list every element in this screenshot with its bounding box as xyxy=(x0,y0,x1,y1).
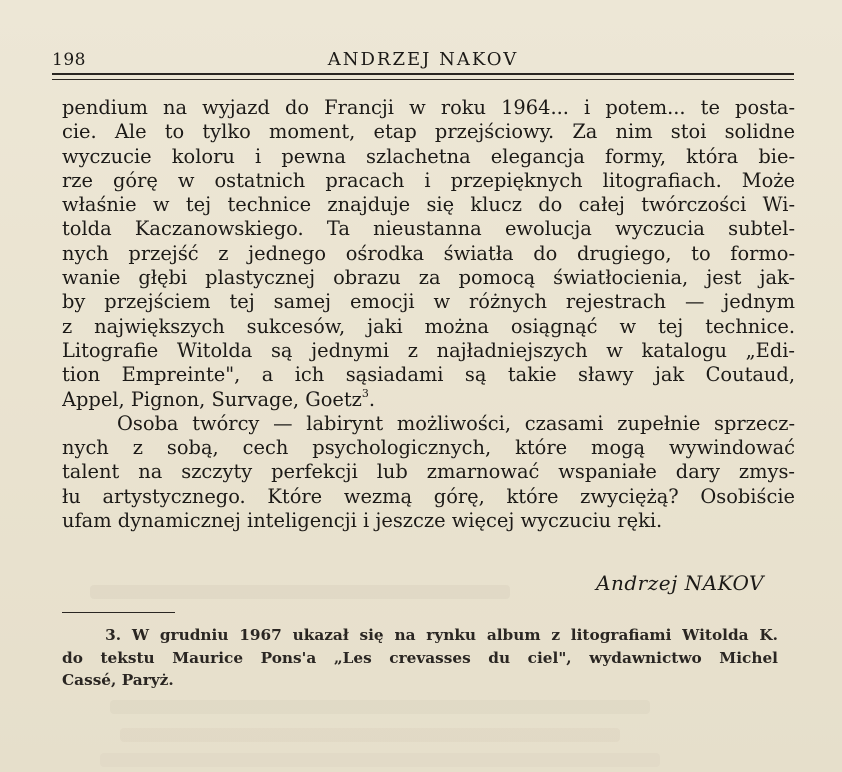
text-line: z największych sukcesów, jaki można osiągnąć w tej technice. xyxy=(62,314,795,338)
text-line: łu artystycznego. Które wezmą górę, które zwyciężą? Osobiście xyxy=(62,484,795,508)
sentence-period: . xyxy=(368,387,376,411)
text-line: by przejściem tej samej emocji w różnych rejestrach — jednym xyxy=(62,290,795,314)
text-line: wanie głębi plastycznej obrazu za pomocą światłocienia, jest jak- xyxy=(62,266,795,290)
author-signature: Andrzej NAKOV xyxy=(596,571,764,595)
text-line: rze górę w ostatnich pracach i przepięknych litografiach. Może xyxy=(62,168,795,192)
bleed-through-text xyxy=(110,700,650,714)
page-number: 198 xyxy=(52,50,86,70)
running-head: ANDRZEJ NAKOV xyxy=(327,49,519,70)
text-line: wyczucie koloru i pewna szlachetna elegancja formy, która bie- xyxy=(62,144,795,168)
footnote xyxy=(62,624,778,692)
bleed-through-text xyxy=(90,585,510,599)
text-line: talent na szczyty perfekcji lub zmarnować wspaniałe dary zmys- xyxy=(62,460,795,484)
text-line: nych z sobą, cech psychologicznych, które mogą wywindować xyxy=(62,436,795,460)
page-header xyxy=(52,46,794,72)
footnote-rule xyxy=(62,612,175,613)
footnote-line: 3. W grudniu 1967 ukazał się na rynku album z litografiami Witolda K. xyxy=(62,626,778,644)
header-rule xyxy=(52,79,794,80)
footnote-line: do tekstu Maurice Pons'a „Les crevasses du ciel", wydawnictwo Michel xyxy=(62,648,778,667)
text-line: nych przejść z jednego ośrodka światła do drugiego, to formo- xyxy=(62,241,795,265)
text-line: ufam dynamicznej inteligencji i jeszcze więcej wyczuciu ręki. xyxy=(62,509,663,533)
text-line: tolda Kaczanowskiego. Ta nieustanna ewolucja wyczucia subtel- xyxy=(62,217,795,241)
text-line-paragraph-end xyxy=(62,388,795,412)
text-line: pendium na wyjazd do Francji w roku 1964... i potem... te posta- xyxy=(62,96,795,119)
text-line: Litografie Witolda są jednymi z najładniejszych w katalogu „Edi- xyxy=(62,338,795,362)
bleed-through-text xyxy=(120,728,620,742)
text-line: cie. Ale to tylko moment, etap przejściowy. Za nim stoi solidne xyxy=(62,120,795,144)
bleed-through-text xyxy=(100,753,660,767)
footnote-line: Cassé, Paryż. xyxy=(62,671,174,689)
body-text xyxy=(62,96,795,533)
text-line: tion Empreinte", a ich sąsiadami są takie sławy jak Coutaud, xyxy=(62,363,795,387)
text-line: Appel, Pignon, Survage, Goetz xyxy=(62,387,362,411)
header-rule xyxy=(52,73,794,75)
footnote-reference: 3 xyxy=(361,387,369,401)
text-line: Osoba twórcy — labirynt możliwości, czasami zupełnie sprzecz- xyxy=(62,411,795,435)
text-line: właśnie w tej technice znajduje się klucz do całej twórczości Wi- xyxy=(62,193,795,217)
